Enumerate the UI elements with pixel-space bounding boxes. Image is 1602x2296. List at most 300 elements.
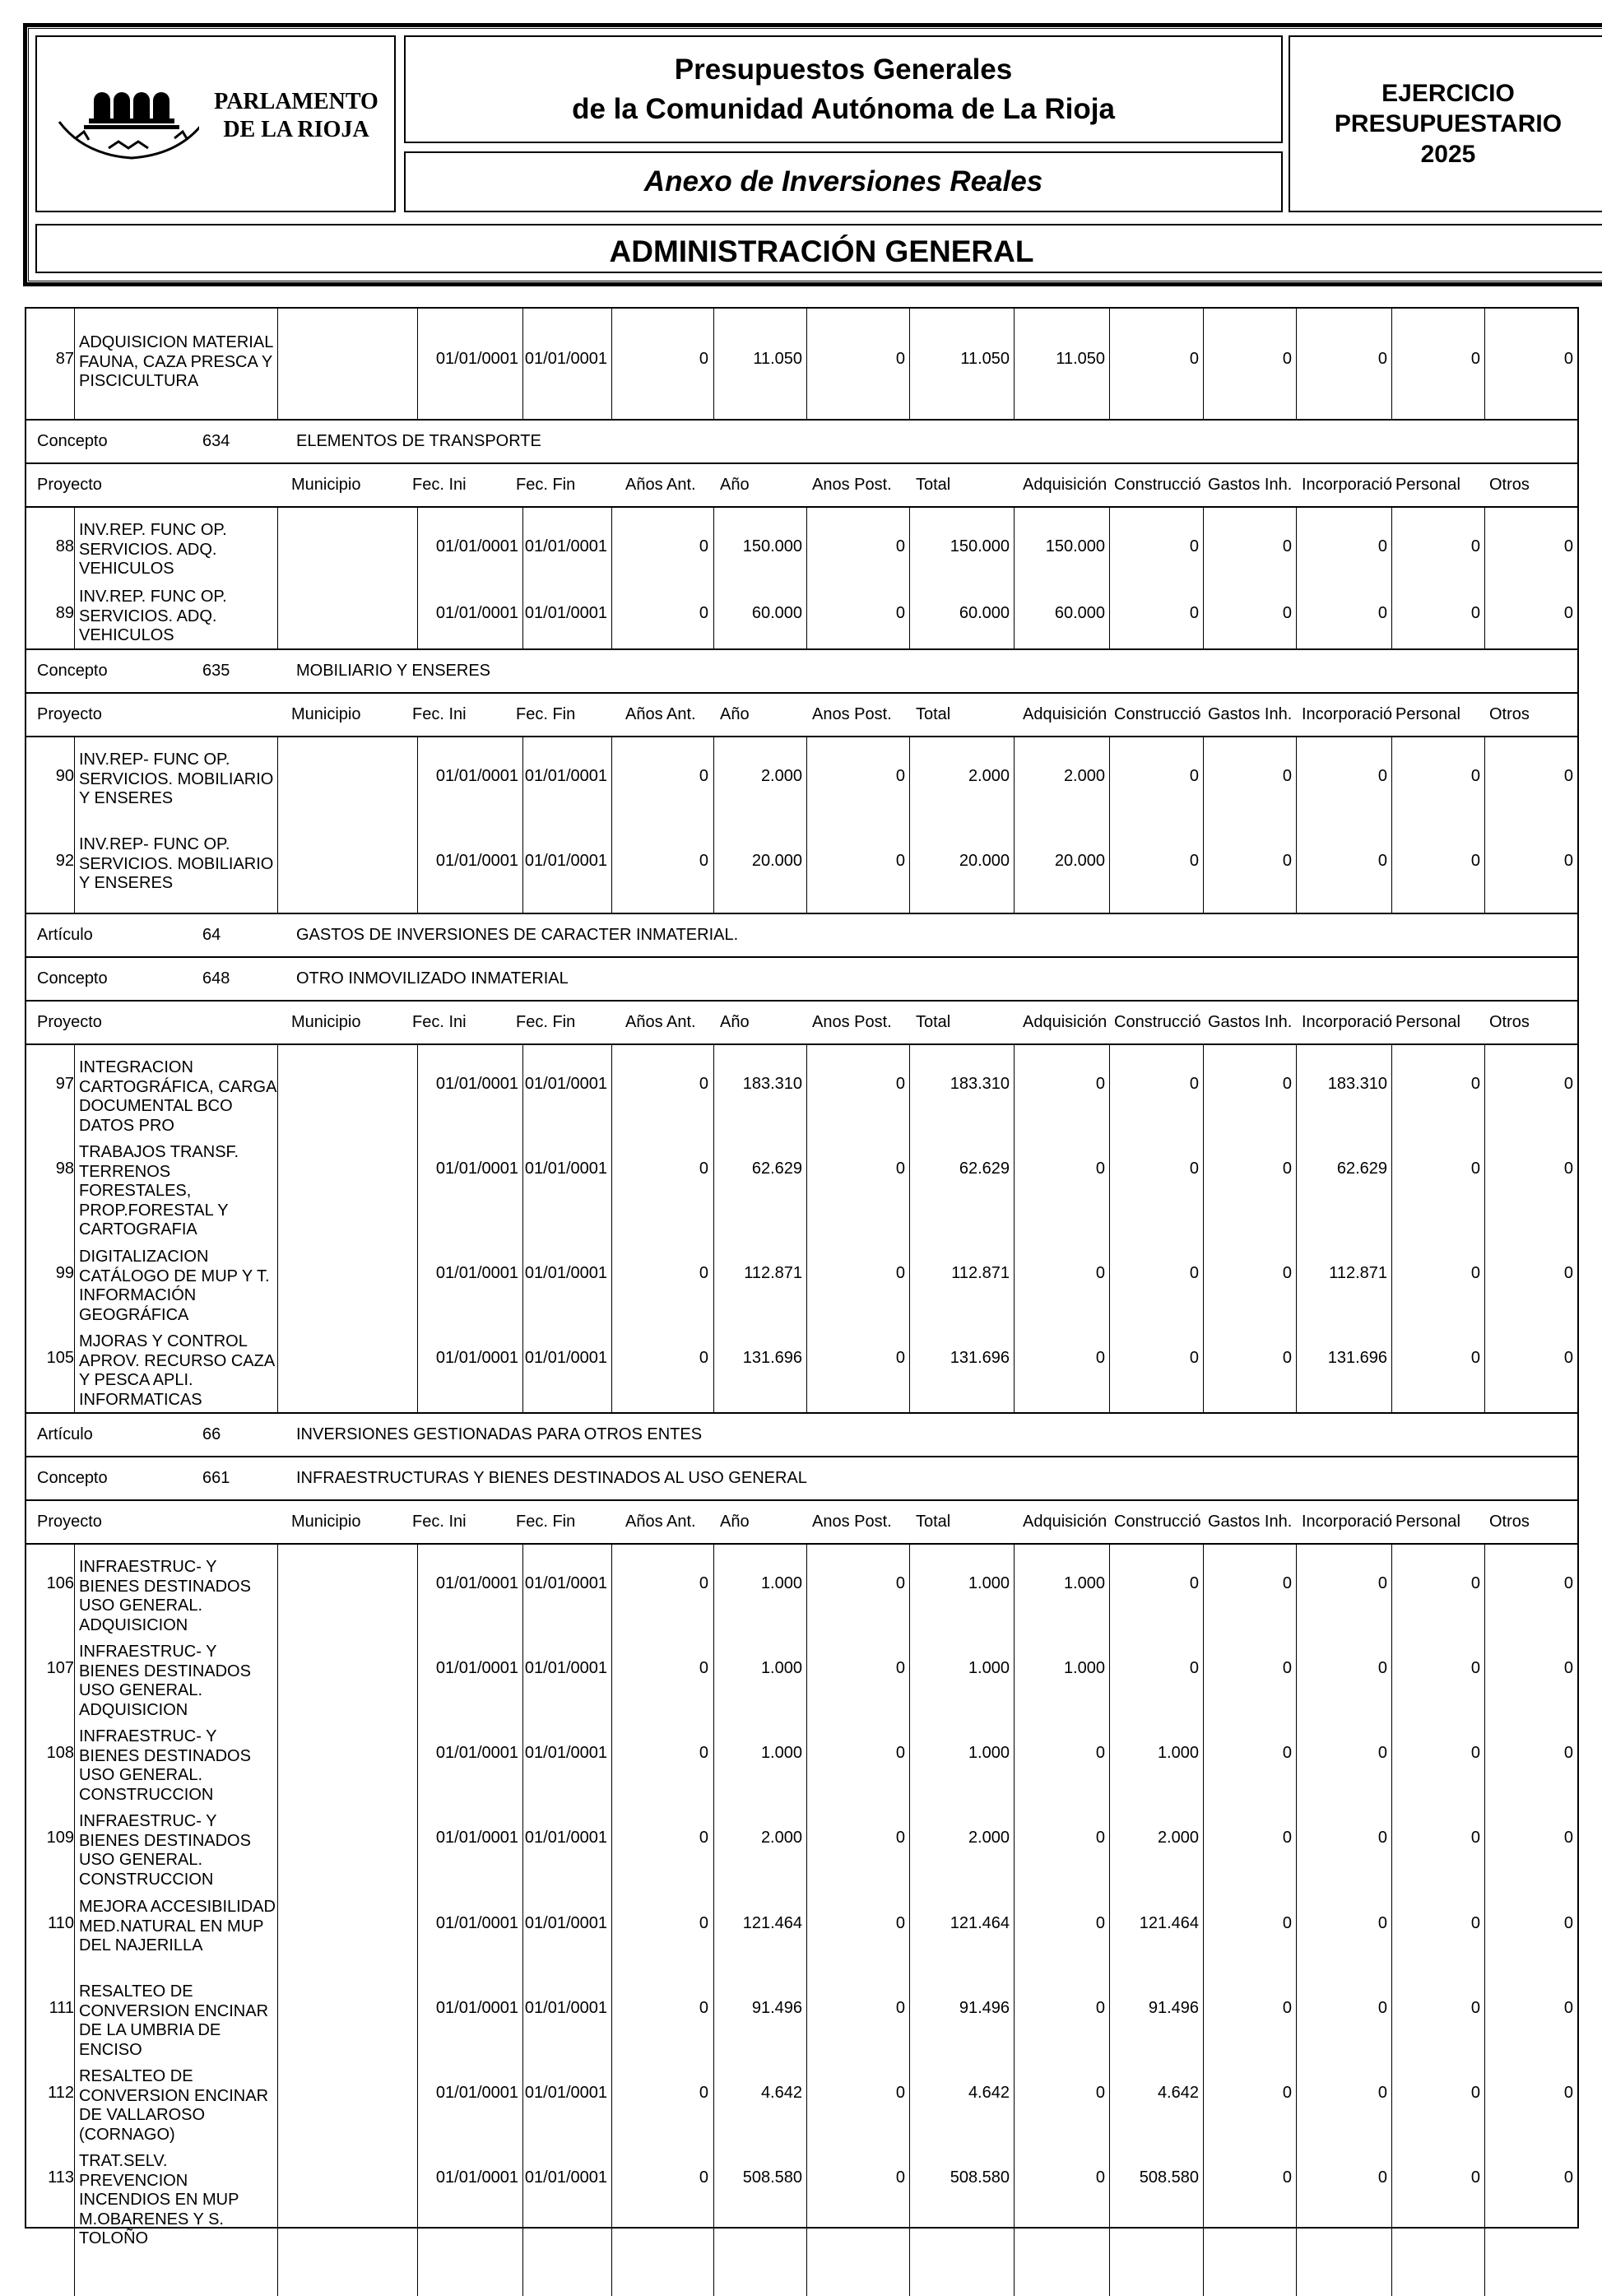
column-divider: [806, 1545, 807, 2296]
column-divider: [1109, 508, 1110, 648]
column-divider: [277, 508, 278, 648]
cell-anos-ant: 0: [699, 2084, 708, 2102]
cell-construccion: 91.496: [1148, 1999, 1199, 2017]
column-divider: [1203, 1545, 1204, 2296]
cell-ano: 4.642: [760, 2084, 802, 2102]
section-type: Concepto: [37, 969, 108, 988]
column-header: Gastos Inh.: [1208, 1513, 1293, 1531]
column-header: Otros: [1489, 705, 1530, 723]
cell-incorporacion: 183.310: [1327, 1075, 1387, 1093]
column-divider: [1014, 309, 1015, 419]
cell-construccion: 0: [1189, 1264, 1199, 1282]
cell-anos-post: 0: [895, 852, 905, 870]
cell-total: 11.050: [960, 350, 1010, 368]
project-name: INV.REP- FUNC OP. SERVICIOS. MOBILIARIO Y ENSERES: [79, 751, 274, 807]
cell-ano: 11.050: [753, 350, 802, 368]
column-header-row: [26, 1002, 1577, 1045]
column-header: Incorporació: [1302, 1513, 1392, 1531]
cell-gastos-inh: 0: [1282, 767, 1292, 785]
column-header: Años Ant.: [625, 476, 696, 494]
column-divider: [1296, 1545, 1297, 2296]
cell-personal: 0: [1470, 1075, 1480, 1093]
cell-incorporacion: 131.696: [1327, 1349, 1387, 1367]
column-header: Total: [916, 1013, 951, 1031]
cell-ano: 183.310: [742, 1075, 802, 1093]
cell-anos-ant: 0: [699, 767, 708, 785]
cell-gastos-inh: 0: [1282, 1914, 1292, 1932]
column-header: Fec. Fin: [516, 705, 576, 723]
cell-total: 2.000: [968, 767, 1010, 785]
section-row-648: [26, 958, 1577, 1002]
project-group-g634: [26, 508, 1577, 650]
cell-fec-ini: 01/01/0001: [435, 852, 518, 870]
column-header-row: [26, 1501, 1577, 1545]
cell-fec-fin: 01/01/0001: [524, 1829, 607, 1847]
project-number: 109: [46, 1829, 74, 1847]
column-header: Años Ant.: [625, 1513, 696, 1531]
cell-anos-ant: 0: [699, 1829, 708, 1847]
column-divider: [611, 508, 612, 648]
cell-gastos-inh: 0: [1282, 1744, 1292, 1762]
project-name: INV.REP- FUNC OP. SERVICIOS. MOBILIARIO Y ENSERES: [79, 835, 274, 892]
column-header: Fec. Fin: [516, 476, 576, 494]
project-name: INFRAESTRUC- Y BIENES DESTINADOS USO GENERAL. CONSTRUCCION: [79, 1727, 251, 1804]
cell-otros: 0: [1563, 2168, 1573, 2187]
section-label: MOBILIARIO Y ENSERES: [296, 662, 491, 680]
cell-otros: 0: [1563, 852, 1573, 870]
column-header: Fec. Fin: [516, 1513, 576, 1531]
column-header: Municipio: [291, 1513, 361, 1531]
column-divider: [522, 737, 523, 913]
cell-incorporacion: 0: [1377, 1574, 1387, 1592]
project-name: INFRAESTRUC- Y BIENES DESTINADOS USO GENERAL. ADQUISICION: [79, 1558, 251, 1634]
cell-anos-post: 0: [895, 1160, 905, 1178]
column-divider: [277, 1045, 278, 1412]
column-header-row: [26, 464, 1577, 508]
section-code: 66: [202, 1425, 221, 1443]
cell-fec-ini: 01/01/0001: [435, 2168, 518, 2187]
column-divider: [1484, 309, 1485, 419]
project-name: INFRAESTRUC- Y BIENES DESTINADOS USO GENERAL. ADQUISICION: [79, 1643, 251, 1719]
column-header: Personal: [1395, 1013, 1460, 1031]
column-divider: [1203, 1045, 1204, 1412]
cell-fec-ini: 01/01/0001: [435, 350, 518, 368]
project-group-g0: [26, 309, 1577, 421]
cell-personal: 0: [1470, 1999, 1480, 2017]
cell-anos-post: 0: [895, 1744, 905, 1762]
cell-ano: 1.000: [760, 1574, 802, 1592]
cell-personal: 0: [1470, 537, 1480, 555]
cell-gastos-inh: 0: [1282, 1349, 1292, 1367]
column-divider: [74, 309, 75, 419]
column-header: Gastos Inh.: [1208, 705, 1293, 723]
column-divider: [713, 309, 714, 419]
column-divider: [611, 737, 612, 913]
column-divider: [1484, 508, 1485, 648]
cell-anos-ant: 0: [699, 1264, 708, 1282]
cell-adquisicion: 0: [1095, 2084, 1105, 2102]
column-divider: [1014, 1045, 1015, 1412]
section-code: 634: [202, 432, 230, 450]
cell-gastos-inh: 0: [1282, 1829, 1292, 1847]
column-divider: [611, 1545, 612, 2296]
cell-anos-post: 0: [895, 1075, 905, 1093]
cell-personal: 0: [1470, 852, 1480, 870]
cell-anos-ant: 0: [699, 852, 708, 870]
cell-otros: 0: [1563, 1349, 1573, 1367]
cell-ano: 2.000: [760, 767, 802, 785]
cell-construccion: 1.000: [1157, 1744, 1199, 1762]
cell-gastos-inh: 0: [1282, 537, 1292, 555]
cell-incorporacion: 0: [1377, 2168, 1387, 2187]
section-code: 661: [202, 1469, 230, 1487]
project-name: RESALTEO DE CONVERSION ENCINAR DE VALLAROSO (CORNAGO): [79, 2067, 269, 2144]
column-divider: [1391, 508, 1392, 648]
cell-incorporacion: 62.629: [1336, 1160, 1387, 1178]
project-number: 108: [46, 1744, 74, 1762]
section-row-635: [26, 650, 1577, 694]
column-header: Municipio: [291, 476, 361, 494]
cell-construccion: 0: [1189, 1349, 1199, 1367]
column-divider: [909, 309, 910, 419]
cell-total: 183.310: [950, 1075, 1010, 1093]
cell-otros: 0: [1563, 2084, 1573, 2102]
cell-fec-ini: 01/01/0001: [435, 1264, 518, 1282]
column-divider: [277, 737, 278, 913]
cell-personal: 0: [1470, 1264, 1480, 1282]
cell-fec-ini: 01/01/0001: [435, 1349, 518, 1367]
project-name: INV.REP. FUNC OP. SERVICIOS. ADQ. VEHICULOS: [79, 588, 227, 644]
column-divider: [611, 1045, 612, 1412]
cell-anos-ant: 0: [699, 1349, 708, 1367]
column-header: Incorporació: [1302, 705, 1392, 723]
column-header: Anos Post.: [812, 476, 892, 494]
cell-construccion: 508.580: [1139, 2168, 1199, 2187]
cell-adquisicion: 0: [1095, 1999, 1105, 2017]
cell-adquisicion: 0: [1095, 1160, 1105, 1178]
column-divider: [522, 1545, 523, 2296]
ejercicio-year: 2025: [1420, 141, 1476, 168]
ejercicio-line1: EJERCICIO: [1381, 80, 1515, 107]
cell-adquisicion: 0: [1095, 1829, 1105, 1847]
project-number: 92: [55, 852, 74, 870]
cell-construccion: 0: [1189, 767, 1199, 785]
column-divider: [806, 508, 807, 648]
column-divider: [74, 1045, 75, 1412]
cell-total: 60.000: [959, 604, 1010, 622]
column-header: Años Ant.: [625, 705, 696, 723]
column-header: Fec. Ini: [412, 1013, 467, 1031]
column-divider: [1391, 737, 1392, 913]
cell-otros: 0: [1563, 1744, 1573, 1762]
cell-fec-fin: 01/01/0001: [524, 1999, 607, 2017]
cell-fec-fin: 01/01/0001: [524, 1264, 607, 1282]
cell-adquisicion: 0: [1095, 1264, 1105, 1282]
column-divider: [417, 508, 418, 648]
cell-fec-fin: 01/01/0001: [524, 604, 607, 622]
column-divider: [417, 309, 418, 419]
cell-adquisicion: 11.050: [1056, 350, 1105, 368]
cell-anos-post: 0: [895, 767, 905, 785]
section-row-634: [26, 421, 1577, 464]
column-header: Año: [720, 705, 750, 723]
cell-personal: 0: [1470, 2168, 1480, 2187]
cell-adquisicion: 0: [1095, 1075, 1105, 1093]
cell-anos-ant: 0: [699, 1075, 708, 1093]
logo-line1: PARLAMENTO: [214, 89, 378, 114]
cell-adquisicion: 0: [1095, 1914, 1105, 1932]
column-divider: [806, 737, 807, 913]
cell-ano: 112.871: [744, 1264, 802, 1282]
cell-anos-post: 0: [895, 1914, 905, 1932]
cell-anos-ant: 0: [699, 2168, 708, 2187]
project-number: 105: [46, 1349, 74, 1367]
section-label: ELEMENTOS DE TRANSPORTE: [296, 432, 541, 450]
cell-gastos-inh: 0: [1282, 2084, 1292, 2102]
project-number: 106: [46, 1574, 74, 1592]
column-header: Construcció: [1114, 1513, 1201, 1531]
column-divider: [74, 508, 75, 648]
column-divider: [1484, 1045, 1485, 1412]
cell-anos-post: 0: [895, 2084, 905, 2102]
column-header: Anos Post.: [812, 705, 892, 723]
column-divider: [417, 1545, 418, 2296]
project-name: INTEGRACION CARTOGRÁFICA, CARGA DOCUMENTAL BCO DATOS PRO: [79, 1058, 276, 1135]
cell-fec-ini: 01/01/0001: [435, 537, 518, 555]
cell-anos-post: 0: [895, 1659, 905, 1677]
column-divider: [522, 1045, 523, 1412]
cell-otros: 0: [1563, 767, 1573, 785]
column-divider: [1014, 508, 1015, 648]
column-header: Total: [916, 476, 951, 494]
column-divider: [1296, 508, 1297, 648]
cell-anos-post: 0: [895, 537, 905, 555]
project-number: 107: [46, 1659, 74, 1677]
cell-incorporacion: 0: [1377, 350, 1387, 368]
cell-anos-ant: 0: [699, 350, 708, 368]
cell-total: 20.000: [959, 852, 1010, 870]
cell-gastos-inh: 0: [1282, 1160, 1292, 1178]
cell-personal: 0: [1470, 1659, 1480, 1677]
column-divider: [1014, 737, 1015, 913]
section-label: GASTOS DE INVERSIONES DE CARACTER INMATERIAL.: [296, 926, 739, 944]
investments-table: [25, 307, 1579, 2247]
column-header: Proyecto: [37, 476, 102, 494]
column-header: Anos Post.: [812, 1013, 892, 1031]
title-line2: de la Comunidad Autónoma de La Rioja: [572, 92, 1115, 125]
cell-total: 1.000: [968, 1574, 1010, 1592]
cell-personal: 0: [1470, 1914, 1480, 1932]
cell-gastos-inh: 0: [1282, 1264, 1292, 1282]
cell-anos-ant: 0: [699, 604, 708, 622]
column-header: Año: [720, 1513, 750, 1531]
column-header: Adquisición: [1023, 476, 1107, 494]
project-group-g635: [26, 737, 1577, 914]
cell-fec-fin: 01/01/0001: [524, 1574, 607, 1592]
section-type: Artículo: [37, 1425, 93, 1443]
cell-fec-ini: 01/01/0001: [435, 1075, 518, 1093]
cell-ano: 150.000: [742, 537, 802, 555]
column-header: Proyecto: [37, 705, 102, 723]
cell-construccion: 0: [1189, 604, 1199, 622]
cell-ano: 2.000: [760, 1829, 802, 1847]
section-label: INFRAESTRUCTURAS Y BIENES DESTINADOS AL USO GENERAL: [296, 1469, 807, 1487]
cell-total: 131.696: [950, 1349, 1010, 1367]
cell-incorporacion: 0: [1377, 1659, 1387, 1677]
cell-incorporacion: 0: [1377, 1744, 1387, 1762]
column-header: Incorporació: [1302, 1013, 1392, 1031]
cell-personal: 0: [1470, 1744, 1480, 1762]
cell-anos-post: 0: [895, 604, 905, 622]
cell-otros: 0: [1563, 1999, 1573, 2017]
column-header: Fec. Fin: [516, 1013, 576, 1031]
cell-incorporacion: 0: [1377, 1914, 1387, 1932]
cell-anos-post: 0: [895, 350, 905, 368]
cell-otros: 0: [1563, 1160, 1573, 1178]
cell-anos-post: 0: [895, 1264, 905, 1282]
cell-fec-fin: 01/01/0001: [524, 1075, 607, 1093]
cell-total: 1.000: [968, 1744, 1010, 1762]
cell-incorporacion: 0: [1377, 2084, 1387, 2102]
column-header-row: [26, 694, 1577, 737]
project-number: 88: [55, 537, 74, 555]
column-divider: [1391, 309, 1392, 419]
cell-anos-post: 0: [895, 2168, 905, 2187]
column-header: Adquisición: [1023, 1513, 1107, 1531]
column-divider: [522, 508, 523, 648]
cell-adquisicion: 60.000: [1054, 604, 1105, 622]
cell-anos-ant: 0: [699, 1160, 708, 1178]
cell-personal: 0: [1470, 1574, 1480, 1592]
section-title-box: [35, 224, 1602, 273]
cell-construccion: 0: [1189, 1075, 1199, 1093]
cell-otros: 0: [1563, 1914, 1573, 1932]
cell-ano: 1.000: [760, 1744, 802, 1762]
cell-gastos-inh: 0: [1282, 1999, 1292, 2017]
section-type: Concepto: [37, 1469, 108, 1487]
column-header: Otros: [1489, 476, 1530, 494]
cell-anos-post: 0: [895, 1349, 905, 1367]
column-divider: [1484, 737, 1485, 913]
cell-fec-ini: 01/01/0001: [435, 1914, 518, 1932]
cell-fec-fin: 01/01/0001: [524, 1914, 607, 1932]
column-divider: [1391, 1545, 1392, 2296]
cell-incorporacion: 0: [1377, 852, 1387, 870]
cell-anos-ant: 0: [699, 1744, 708, 1762]
cell-anos-ant: 0: [699, 1659, 708, 1677]
cell-personal: 0: [1470, 1349, 1480, 1367]
cell-total: 112.871: [951, 1264, 1010, 1282]
cell-construccion: 0: [1189, 1160, 1199, 1178]
project-number: 112: [48, 2084, 74, 2102]
column-header: Total: [916, 705, 951, 723]
cell-fec-ini: 01/01/0001: [435, 2084, 518, 2102]
cell-fec-fin: 01/01/0001: [524, 1659, 607, 1677]
cell-ano: 131.696: [742, 1349, 802, 1367]
project-name: ADQUISICION MATERIAL FAUNA, CAZA PRESCA Y PISCICULTURA: [79, 333, 273, 390]
ejercicio-line2: PRESUPUESTARIO: [1334, 110, 1563, 137]
cell-gastos-inh: 0: [1282, 2168, 1292, 2187]
column-divider: [1203, 737, 1204, 913]
cell-personal: 0: [1470, 604, 1480, 622]
cell-fec-fin: 01/01/0001: [524, 852, 607, 870]
cell-incorporacion: 0: [1377, 767, 1387, 785]
column-divider: [1109, 1545, 1110, 2296]
column-header: Adquisición: [1023, 705, 1107, 723]
section-title: ADMINISTRACIÓN GENERAL: [609, 235, 1034, 268]
cell-otros: 0: [1563, 1829, 1573, 1847]
cell-ano: 508.580: [742, 2168, 802, 2187]
cell-otros: 0: [1563, 350, 1573, 368]
cell-ano: 91.496: [751, 1999, 802, 2017]
section-label: INVERSIONES GESTIONADAS PARA OTROS ENTES: [296, 1425, 703, 1443]
title-box: [404, 35, 1283, 143]
column-divider: [713, 508, 714, 648]
column-header: Construcció: [1114, 705, 1201, 723]
column-divider: [806, 1045, 807, 1412]
project-name: INFRAESTRUC- Y BIENES DESTINADOS USO GENERAL. CONSTRUCCION: [79, 1812, 251, 1889]
subtitle: Anexo de Inversiones Reales: [643, 165, 1043, 198]
cell-gastos-inh: 0: [1282, 1574, 1292, 1592]
column-divider: [909, 737, 910, 913]
column-header: Total: [916, 1513, 951, 1531]
cell-ano: 121.464: [742, 1914, 802, 1932]
cell-total: 121.464: [950, 1914, 1010, 1932]
cell-total: 62.629: [959, 1160, 1010, 1178]
cell-personal: 0: [1470, 2084, 1480, 2102]
column-divider: [1296, 737, 1297, 913]
section-type: Concepto: [37, 432, 108, 450]
cell-fec-fin: 01/01/0001: [524, 2084, 607, 2102]
column-divider: [713, 1545, 714, 2296]
cell-anos-ant: 0: [699, 1999, 708, 2017]
project-name: MEJORA ACCESIBILIDAD MED.NATURAL EN MUP DEL NAJERILLA: [79, 1898, 276, 1954]
cell-total: 508.580: [950, 2168, 1010, 2187]
cell-anos-ant: 0: [699, 1914, 708, 1932]
cell-otros: 0: [1563, 537, 1573, 555]
title-line1: Presupuestos Generales: [674, 53, 1013, 86]
cell-personal: 0: [1470, 350, 1480, 368]
cell-construccion: 0: [1189, 852, 1199, 870]
cell-incorporacion: 0: [1377, 604, 1387, 622]
column-header: Fec. Ini: [412, 476, 467, 494]
cell-fec-ini: 01/01/0001: [435, 1744, 518, 1762]
column-header: Fec. Ini: [412, 705, 467, 723]
section-row-66: [26, 1414, 1577, 1457]
column-header: Personal: [1395, 705, 1460, 723]
section-row-661: [26, 1457, 1577, 1501]
column-header: Personal: [1395, 1513, 1460, 1531]
column-header: Fec. Ini: [412, 1513, 467, 1531]
column-header: Anos Post.: [812, 1513, 892, 1531]
cell-total: 91.496: [959, 1999, 1010, 2017]
cell-total: 2.000: [968, 1829, 1010, 1847]
cell-gastos-inh: 0: [1282, 852, 1292, 870]
cell-ano: 60.000: [751, 604, 802, 622]
cell-construccion: 121.464: [1139, 1914, 1199, 1932]
column-divider: [909, 508, 910, 648]
cell-personal: 0: [1470, 1829, 1480, 1847]
cell-gastos-inh: 0: [1282, 1075, 1292, 1093]
cell-adquisicion: 20.000: [1054, 852, 1105, 870]
cell-adquisicion: 1.000: [1063, 1659, 1105, 1677]
logo-box: [35, 35, 396, 212]
project-number: 110: [48, 1914, 74, 1932]
section-type: Concepto: [37, 662, 108, 680]
column-divider: [1014, 1545, 1015, 2296]
cell-fec-ini: 01/01/0001: [435, 604, 518, 622]
cell-incorporacion: 112.871: [1329, 1264, 1387, 1282]
